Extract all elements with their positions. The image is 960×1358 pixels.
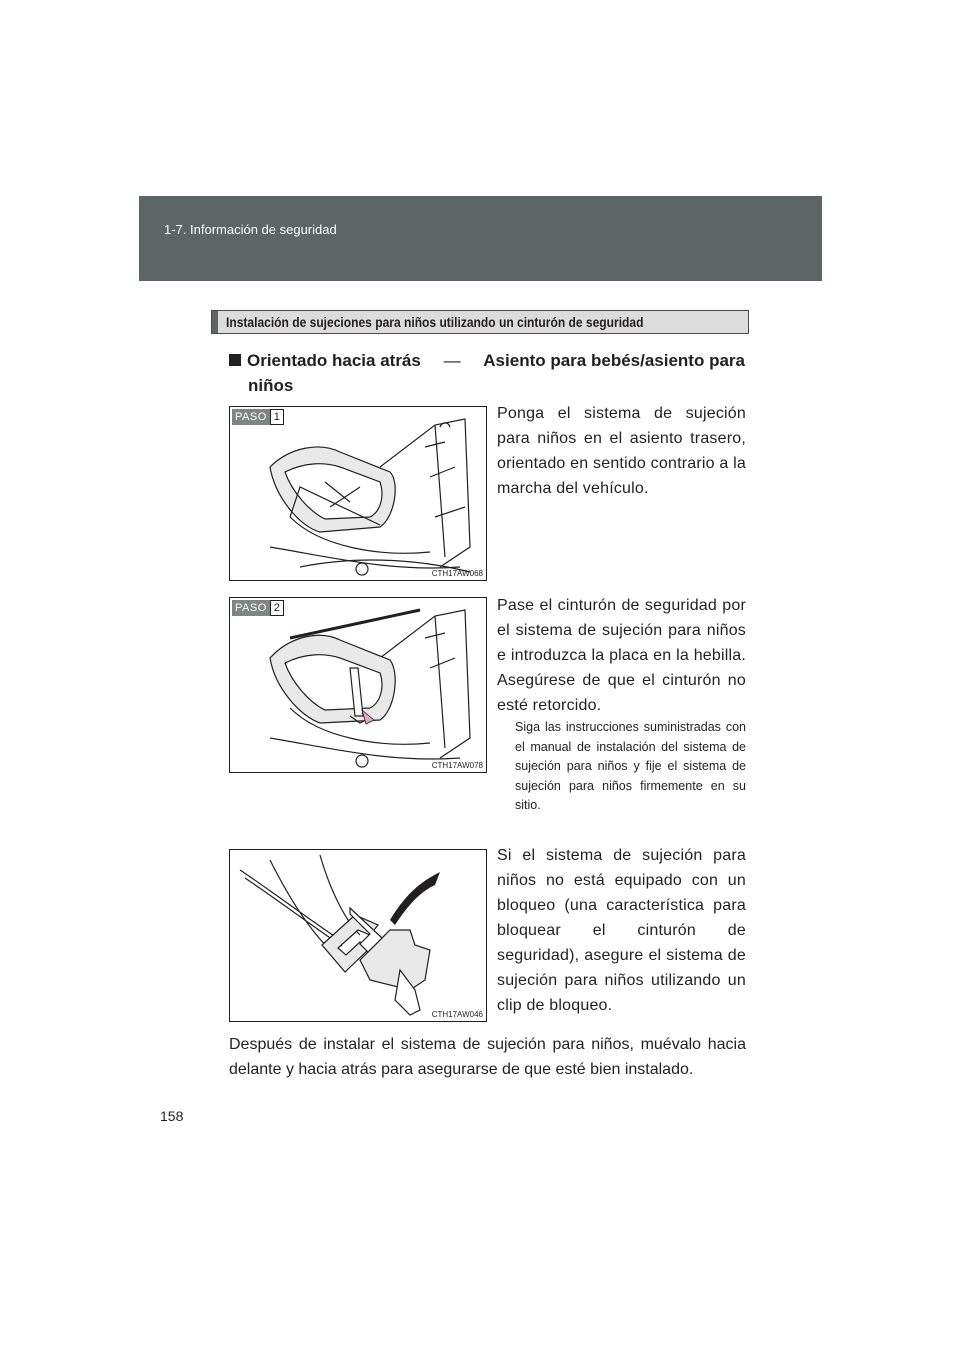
step2-figure-code: CTH17AW078 (431, 761, 483, 770)
title-accent-bar (212, 311, 218, 333)
subheading (229, 348, 745, 398)
square-bullet-icon (229, 354, 241, 366)
closing-paragraph: Después de instalar el sistema de sujeción para niños, muévalo hacia delante y hacia atrás para asegurarse de que esté bien instalado. (229, 1036, 746, 1078)
section-title-box (211, 310, 749, 334)
step2-badge: PASO 2 (232, 600, 284, 616)
section-title: Instalación de sujeciones para niños utilizando un cinturón de seguridad (226, 314, 644, 330)
subheading-orientation: Orientado hacia atrás (247, 351, 421, 370)
rear-facing-seat-illustration (230, 407, 486, 580)
subheading-dash: — (443, 351, 461, 370)
header-band (139, 196, 822, 281)
step2-figure (229, 597, 487, 773)
belt-routing-illustration (230, 598, 486, 772)
locking-clip-text: Si el sistema de sujeción para niños no está equipado con un bloqueo (una característica para bloquear el cinturón de seguridad), asegure el sistema de sujeción para niños utilizando un clip de bloqueo. (497, 847, 746, 1014)
step1-badge: PASO 1 (232, 409, 284, 425)
subheading-seat-type: Asiento para bebés/asiento para (483, 351, 745, 370)
step1-text: Ponga el sistema de sujeción para niños en el asiento trasero, orientado en sentido contrario a la marcha del vehículo. (497, 405, 746, 497)
section-breadcrumb: 1-7. Información de seguridad (164, 222, 337, 237)
page-number: 158 (160, 1108, 184, 1124)
step2-note: Siga las instrucciones suministradas con el manual de instalación del sistema de sujeción para niños y fije el sistema de sujeción para niños firmemente en su sitio. (515, 720, 746, 812)
step1-figure-code: CTH17AW068 (431, 569, 483, 578)
locking-clip-figure (229, 849, 487, 1022)
subheading-line2: niños (248, 376, 294, 395)
locking-clip-figure-code: CTH17AW046 (431, 1010, 483, 1019)
step1-figure (229, 406, 487, 581)
pointer-arrow-icon (390, 872, 440, 925)
locking-clip-illustration (230, 850, 486, 1021)
step2-text: Pase el cinturón de seguridad por el sistema de sujeción para niños e introduzca la placa en la hebilla. Asegúrese de que el cinturón no esté retorcido. (497, 597, 746, 714)
